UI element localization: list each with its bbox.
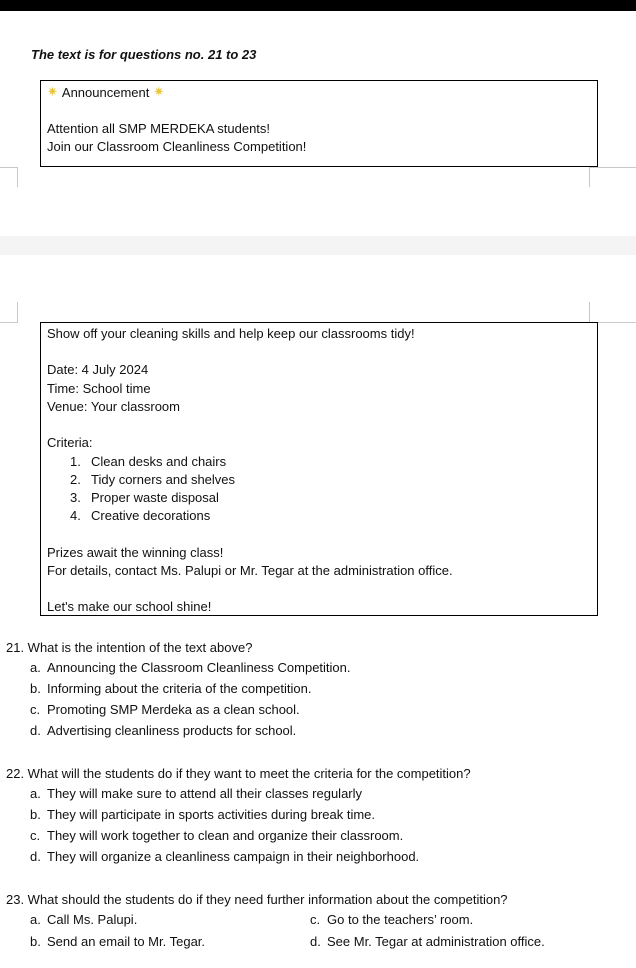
option-text: See Mr. Tegar at administration office. bbox=[327, 934, 545, 949]
top-black-bar bbox=[0, 0, 636, 11]
announcement-title: Announcement bbox=[61, 84, 150, 100]
option-text: Send an email to Mr. Tegar. bbox=[47, 934, 206, 949]
option-letter: b. bbox=[30, 681, 41, 696]
event-venue: Venue: Your classroom bbox=[47, 399, 180, 414]
sparkle-star-icon: ✷ bbox=[47, 84, 58, 99]
contact-text: For details, contact Ms. Palupi or Mr. Tegar at the administration office. bbox=[47, 563, 453, 578]
option-letter: d. bbox=[30, 849, 41, 864]
answer-option bbox=[30, 723, 296, 738]
page-corner-mark bbox=[0, 167, 18, 168]
option-text: They will organize a cleanliness campaign in their neighborhood. bbox=[47, 849, 420, 864]
question-22: 22. What will the students do if they want to meet the criteria for the competition? bbox=[6, 766, 471, 781]
option-letter: d. bbox=[310, 934, 321, 949]
option-letter: c. bbox=[310, 912, 321, 927]
option-letter: c. bbox=[30, 702, 41, 717]
page-corner-mark bbox=[589, 302, 590, 323]
page-corner-mark bbox=[0, 322, 18, 323]
page-corner-mark bbox=[17, 167, 18, 187]
criteria-number: 3. bbox=[70, 490, 81, 505]
announcement-title-row bbox=[47, 84, 164, 100]
option-text: Go to the teachers’ room. bbox=[327, 912, 474, 927]
criteria-item bbox=[70, 454, 226, 469]
prizes-text: Prizes await the winning class! bbox=[47, 545, 224, 560]
sparkle-star-icon: ✷ bbox=[153, 84, 165, 99]
criteria-label: Criteria: bbox=[47, 435, 93, 450]
option-letter: b. bbox=[30, 934, 41, 949]
criteria-item bbox=[70, 472, 235, 487]
page-corner-mark bbox=[17, 302, 18, 323]
criteria-text: Tidy corners and shelves bbox=[91, 472, 236, 487]
closing-text: Let's make our school shine! bbox=[47, 599, 212, 614]
answer-option bbox=[30, 828, 403, 843]
question-23: 23. What should the students do if they need further information about the competition? bbox=[6, 892, 508, 907]
option-text: Promoting SMP Merdeka as a clean school. bbox=[47, 702, 300, 717]
event-time: Time: School time bbox=[47, 381, 151, 396]
answer-option bbox=[30, 786, 362, 801]
answer-option bbox=[30, 849, 419, 864]
section-heading: The text is for questions no. 21 to 23 bbox=[31, 47, 257, 62]
criteria-number: 2. bbox=[70, 472, 81, 487]
details-intro: Show off your cleaning skills and help keep our classrooms tidy! bbox=[47, 326, 415, 341]
option-letter: c. bbox=[30, 828, 41, 843]
announcement-line: Join our Classroom Cleanliness Competition! bbox=[47, 139, 307, 154]
page-corner-mark bbox=[589, 167, 590, 187]
criteria-number: 1. bbox=[70, 454, 81, 469]
option-text: Advertising cleanliness products for school. bbox=[47, 723, 297, 738]
criteria-item bbox=[70, 490, 219, 505]
page-gap bbox=[0, 236, 636, 255]
option-text: Informing about the criteria of the competition. bbox=[47, 681, 312, 696]
answer-option bbox=[30, 660, 351, 675]
answer-option bbox=[310, 934, 545, 949]
event-date: Date: 4 July 2024 bbox=[47, 362, 149, 377]
answer-option bbox=[30, 702, 300, 717]
option-text: Announcing the Classroom Cleanliness Competition. bbox=[47, 660, 351, 675]
option-text: Call Ms. Palupi. bbox=[47, 912, 138, 927]
page-corner-mark bbox=[589, 167, 636, 168]
criteria-text: Proper waste disposal bbox=[91, 490, 219, 505]
option-text: They will work together to clean and organize their classroom. bbox=[47, 828, 404, 843]
announcement-line: Attention all SMP MERDEKA students! bbox=[47, 121, 271, 136]
criteria-text: Clean desks and chairs bbox=[91, 454, 227, 469]
criteria-text: Creative decorations bbox=[91, 508, 211, 523]
answer-option bbox=[30, 807, 375, 822]
answer-option bbox=[30, 934, 205, 949]
option-letter: a. bbox=[30, 786, 41, 801]
answer-option bbox=[30, 912, 137, 927]
question-21: 21. What is the intention of the text above? bbox=[6, 640, 253, 655]
option-letter: d. bbox=[30, 723, 41, 738]
option-letter: a. bbox=[30, 912, 41, 927]
answer-option bbox=[30, 681, 311, 696]
option-letter: a. bbox=[30, 660, 41, 675]
option-text: They will make sure to attend all their classes regularly bbox=[47, 786, 363, 801]
option-text: They will participate in sports activities during break time. bbox=[47, 807, 376, 822]
criteria-number: 4. bbox=[70, 508, 81, 523]
criteria-item bbox=[70, 508, 210, 523]
option-letter: b. bbox=[30, 807, 41, 822]
answer-option bbox=[310, 912, 473, 927]
